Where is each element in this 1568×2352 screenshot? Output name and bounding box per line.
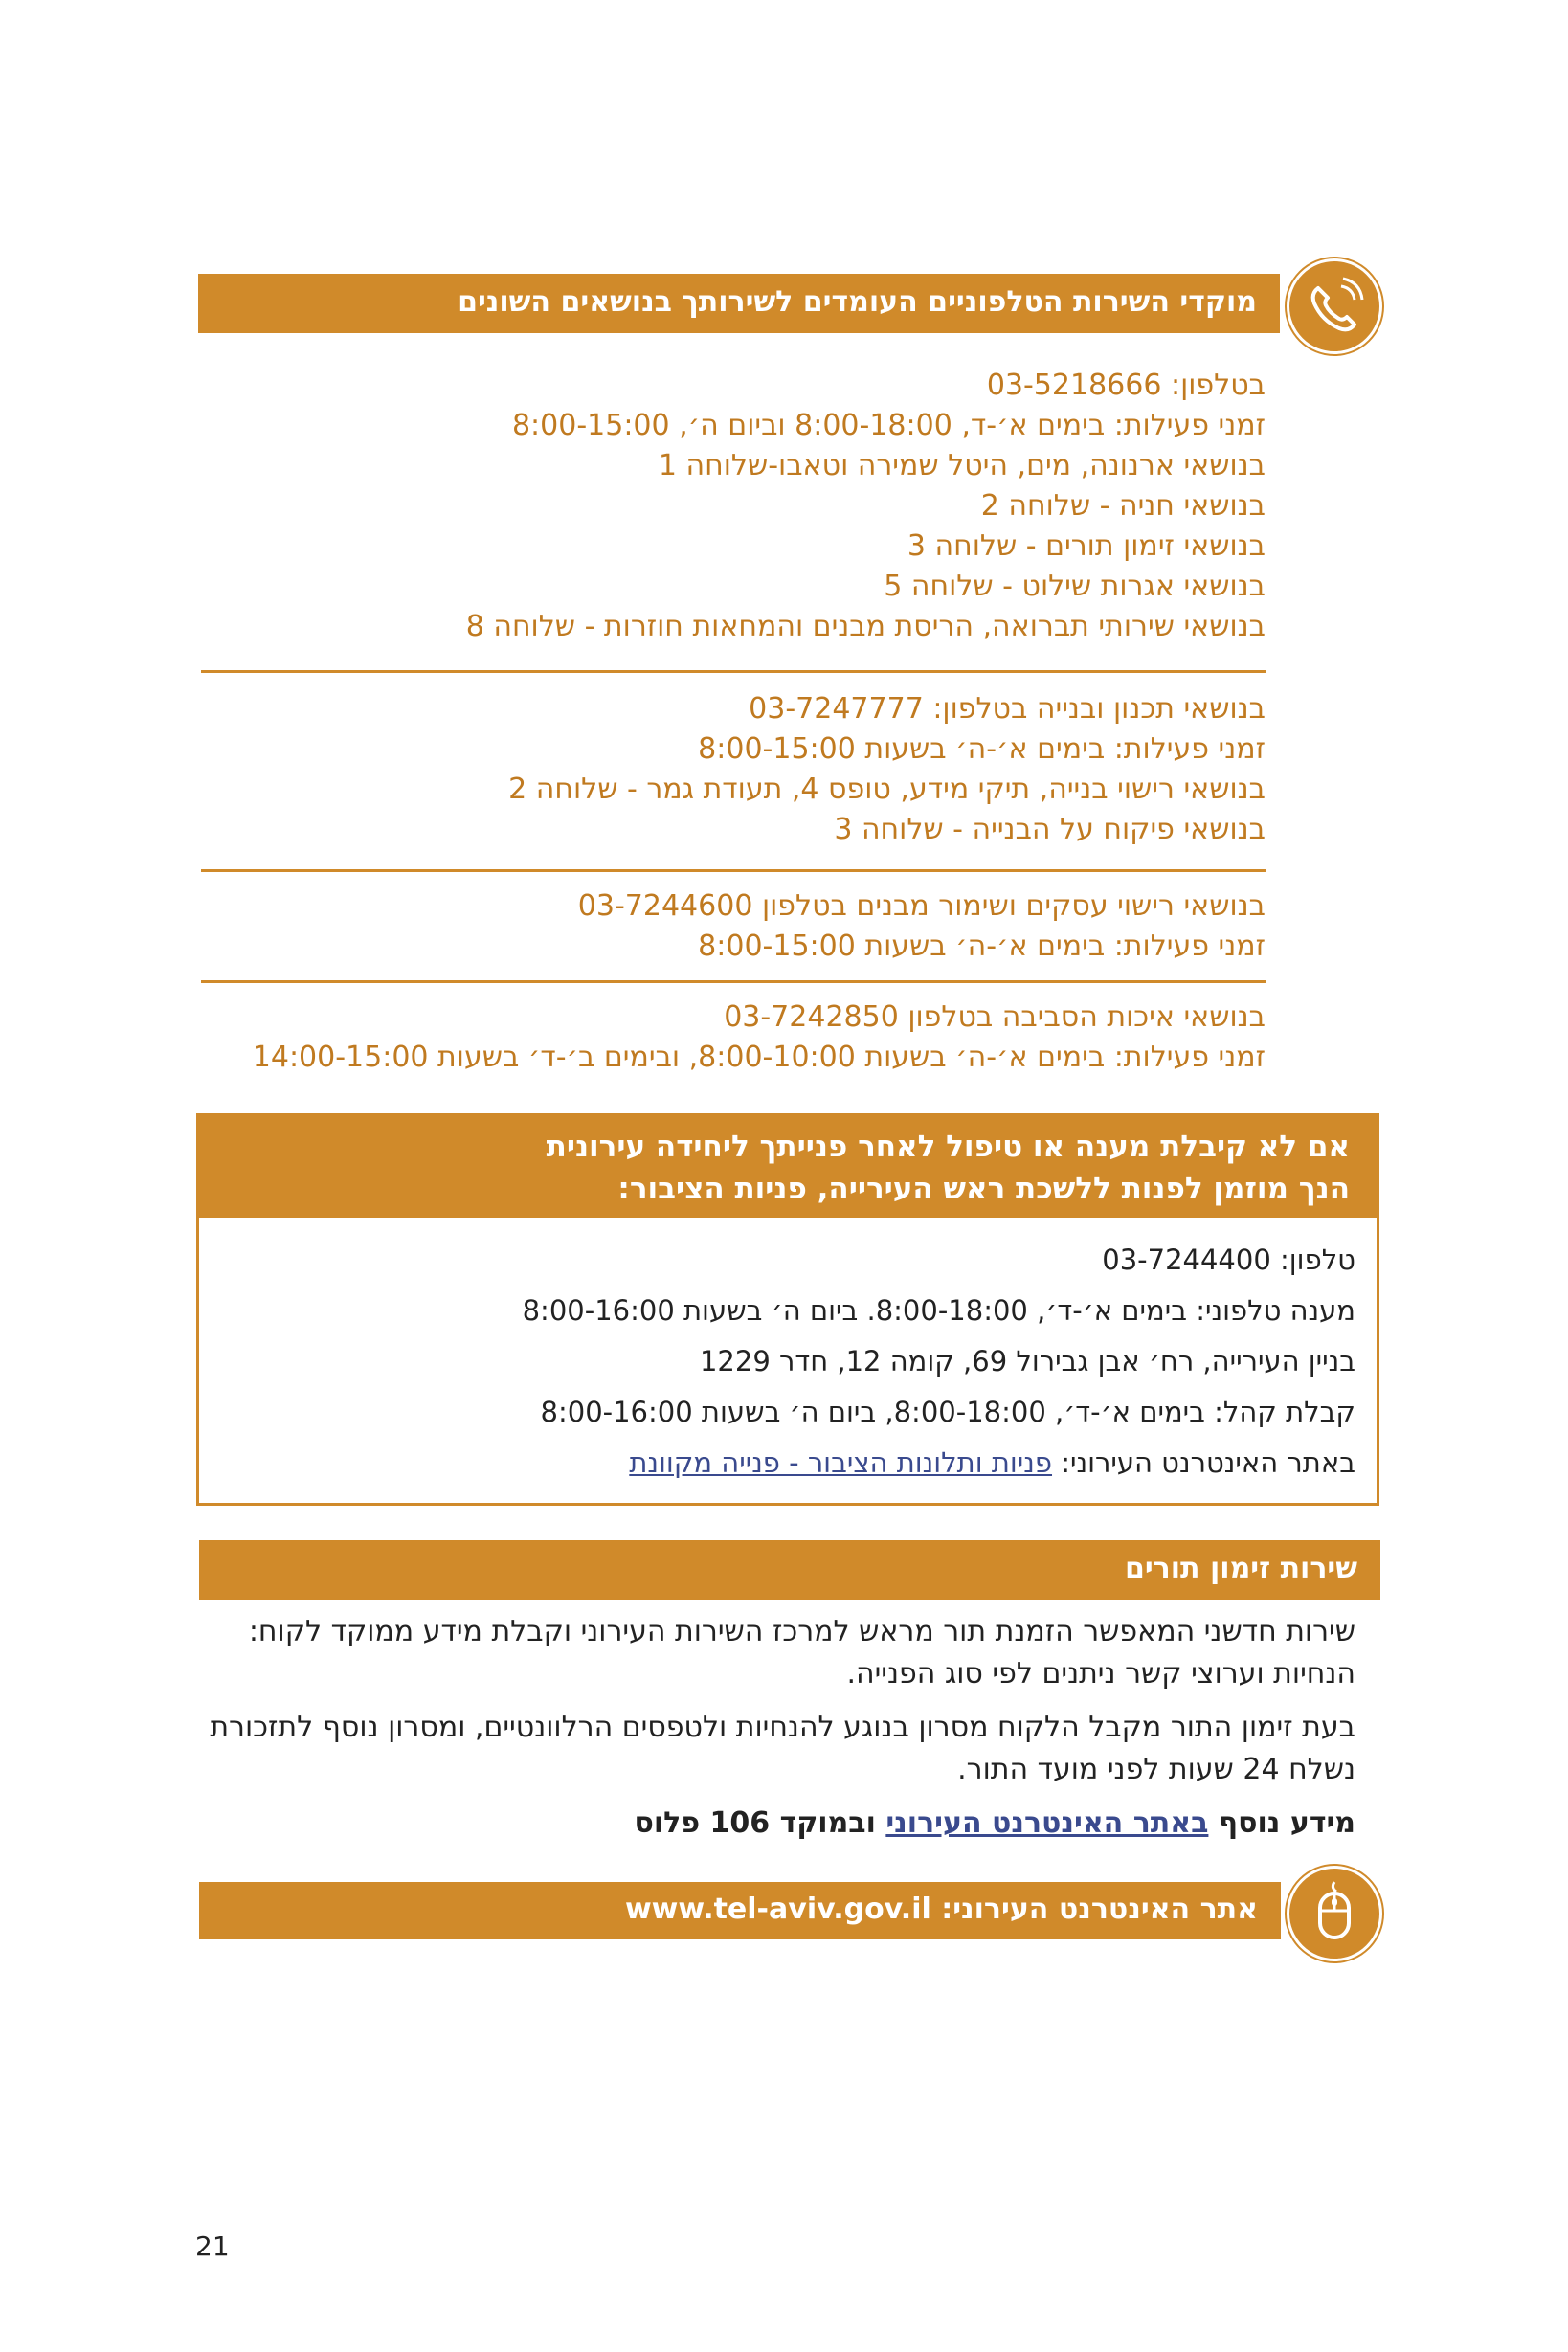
box-reception: קבלת קהל: בימים א׳-ד׳, 8:00-18:00, ביום ה׳ בשעות 8:00-16:00 — [540, 1396, 1355, 1428]
mayor-office-box — [196, 1113, 1379, 1506]
text-line: זמני פעילות: בימים א׳-ה׳ בשעות 8:00-10:00, ובימים ב׳-ד׳ בשעות 14:00-15:00 — [252, 1041, 1266, 1074]
divider — [201, 980, 1266, 983]
box-phone-hours: מענה טלפוני: בימים א׳-ד׳, 8:00-18:00. ביום ה׳ בשעות 8:00-16:00 — [522, 1294, 1355, 1327]
call-center-group-business — [193, 886, 1266, 967]
text-line: זמני פעילות: בימים א׳-ד, 8:00-18:00 וביום ה׳, 8:00-15:00 — [511, 409, 1266, 442]
text-line: בנושאי תכנון ובנייה בטלפון: 03-7247777 — [749, 692, 1266, 726]
section-title: שירות זימון תורים — [1124, 1552, 1357, 1585]
call-center-group-planning — [193, 689, 1266, 850]
website-bar — [199, 1882, 1281, 1939]
box-address: בניין העירייה, רח׳ אבן גבירול 69, קומה 12, חדר 1229 — [699, 1345, 1355, 1378]
call-center-group-general — [193, 366, 1266, 647]
call-center-group-environment — [193, 997, 1266, 1078]
text-line: בטלפון: 03-5218666 — [986, 369, 1266, 402]
website-label: אתר האינטרנט העירוני: — [930, 1893, 1258, 1926]
online-inquiry-link[interactable]: פניות ותלונות הציבור - פנייה מקוונת — [629, 1446, 1053, 1479]
section-header-appointments — [199, 1540, 1380, 1600]
text-line: זמני פעילות: בימים א׳-ה׳ בשעות 8:00-15:00 — [698, 930, 1266, 963]
website-url[interactable]: www.tel-aviv.gov.il — [624, 1893, 931, 1926]
more-info-suffix: ובמוקד 106 פלוס — [634, 1806, 886, 1840]
paragraph: שירות חדשני המאפשר הזמנת תור מראש למרכז השירות העירוני וקבלת מידע ממוקד לקוח: הנחיות וערוצי קשר ניתנים לפי סוג הפנייה. — [248, 1615, 1355, 1691]
text-line: בנושאי זימון תורים - שלוחה 3 — [907, 529, 1266, 563]
divider — [201, 670, 1266, 673]
text-line: בנושאי רישוי עסקים ושימור מבנים בטלפון 03-7244600 — [577, 889, 1266, 923]
more-info-line — [191, 1803, 1355, 1845]
divider — [201, 869, 1266, 872]
text-line: בנושאי אגרות שילוט - שלוחה 5 — [884, 570, 1266, 603]
text-line: בנושאי חניה - שלוחה 2 — [980, 489, 1266, 523]
text-line: זמני פעילות: בימים א׳-ה׳ בשעות 8:00-15:00 — [698, 732, 1266, 766]
page-number: 21 — [195, 2230, 230, 2262]
text-line: בנושאי שירותי תברואה, הריסת מבנים והמחאות חוזרות - שלוחה 8 — [465, 610, 1266, 643]
municipal-website-link[interactable]: באתר האינטרנט העירוני — [885, 1806, 1209, 1840]
more-info-prefix: מידע נוסף — [1208, 1806, 1355, 1840]
section-header-call-centers — [198, 274, 1280, 333]
text-line: בנושאי רישוי בנייה, תיקי מידע, טופס 4, תעודת גמר - שלוחה 2 — [508, 773, 1266, 806]
box-phone: טלפון: 03-7244400 — [1102, 1243, 1355, 1276]
box-heading-line: הנך מוזמן לפנות ללשכת ראש העירייה, פניות הציבור: — [617, 1172, 1350, 1206]
box-heading-line: אם לא קיבלת מענה או טיפול לאחר פנייתך ליחידה עירונית — [546, 1130, 1350, 1164]
box-web-line — [199, 1438, 1355, 1489]
mouse-icon — [1287, 1866, 1382, 1961]
text-line: בנושאי ארנונה, מים, היטל שמירה וטאבו-שלוחה 1 — [658, 449, 1266, 482]
phone-icon — [1287, 258, 1382, 354]
section-title: מוקדי השירות הטלפוניים העומדים לשירותך בנושאים השונים — [458, 285, 1257, 319]
text-line: בנושאי איכות הסביבה בטלפון 03-7242850 — [724, 1000, 1266, 1034]
box-heading — [199, 1116, 1377, 1218]
box-web-prefix: באתר האינטרנט העירוני: — [1052, 1446, 1355, 1479]
paragraph: בעת זימון התור מקבל הלקוח מסרון בנוגע להנחיות ולטפסים הרלוונטיים, ומסרון נוסף לתזכורת נשלח 24 שעות לפני מועד התור. — [210, 1711, 1355, 1786]
appointments-text — [191, 1611, 1355, 1845]
text-line: בנושאי פיקוח על הבנייה - שלוחה 3 — [834, 813, 1266, 846]
